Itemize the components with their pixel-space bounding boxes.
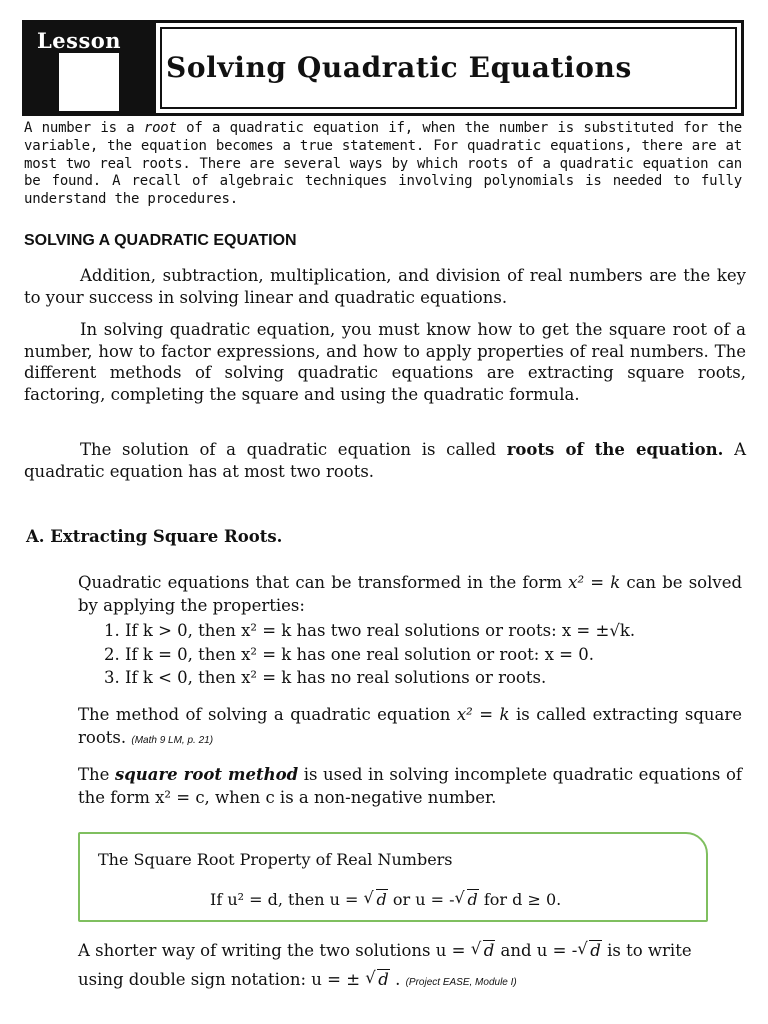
- ds-text: u = ±: [311, 970, 366, 989]
- property-1: [104, 619, 635, 643]
- ds-text: .: [389, 970, 406, 989]
- sqrt-symbol: [364, 890, 388, 909]
- sr-text: The: [78, 765, 115, 784]
- method-paragraph: [78, 704, 742, 752]
- intro-text: A number is a: [24, 120, 144, 136]
- sr-text-rest: is used in solving incomplete quadratic equations of the form x² = c, when c is a non-negative number.: [78, 765, 742, 807]
- ds-text: A shorter way of writing the two solutions: [78, 941, 436, 960]
- roots-term: roots of the equation.: [506, 440, 724, 459]
- radicand: d: [378, 970, 389, 989]
- p3-text: The solution of a quadratic equation is called: [80, 440, 507, 459]
- radicand: d: [590, 941, 601, 960]
- formula-part: or u = -: [387, 890, 455, 909]
- square-root-paragraph: [78, 764, 742, 809]
- p3-text-rest: A quadratic equation has at most two roots.: [24, 440, 746, 481]
- properties-list: [104, 619, 635, 690]
- square-root-method-term: square root method: [114, 765, 299, 784]
- property-2: [104, 643, 635, 667]
- method-eq: x² = k: [456, 705, 510, 724]
- paragraph-2-text: In solving quadratic equation, you must know how to get the square root of a number, how to factor expressions, and how to apply properties of real numbers. The different methods of solving quadratic equations are extracting square roots, factoring, completing the square and using the quadratic formula.: [24, 320, 746, 404]
- intro-paragraph: [24, 120, 742, 209]
- title-box: [153, 23, 741, 113]
- property-text: If k = 0, then x² = k has one real solution or root: x = 0.: [125, 644, 594, 664]
- ds-text: is to write using double sign notation:: [78, 941, 692, 989]
- a-intro-text-rest: can be solved by applying the properties:: [78, 573, 743, 615]
- property-box-title: The Square Root Property of Real Numbers: [98, 850, 453, 869]
- lesson-banner: [22, 20, 744, 116]
- paragraph-3: [24, 439, 746, 482]
- sqrt-symbol: [365, 965, 390, 994]
- radicand: d: [467, 890, 478, 909]
- root-term: root: [143, 120, 177, 136]
- page-title: Solving Quadratic Equations: [166, 51, 632, 84]
- lesson-label: Lesson: [37, 28, 122, 53]
- property-num: 2.: [104, 644, 120, 664]
- paragraph-2: [24, 319, 746, 405]
- method-text-rest: is called extracting square roots.: [78, 705, 743, 747]
- double-sign-paragraph: [78, 936, 742, 997]
- method-text: The method of solving a quadratic equation: [78, 705, 457, 724]
- formula-part: for d ≥ 0.: [478, 890, 562, 909]
- radicand: d: [376, 890, 387, 909]
- ds-text: u =: [435, 941, 471, 960]
- lesson-number-box: [59, 53, 119, 111]
- intro-text-rest: of a quadratic equation if, when the number is substituted for the variable, the equation becomes a true statement. For quadratic equations, there are at most two real roots. There are several ways by which roots of a quadratic equation can be found. A recall of algebraic techniques involving polynomials is needed to fully understand the procedures.: [24, 120, 742, 208]
- method-reference: (Math 9 LM, p. 21): [131, 734, 214, 746]
- sqrt-symbol: [471, 936, 496, 965]
- double-sign-reference: (Project EASE, Module I): [405, 977, 517, 988]
- section-a-heading: A. Extracting Square Roots.: [26, 527, 283, 546]
- a-intro: [78, 572, 742, 617]
- property-text: If k > 0, then x² = k has two real solutions or roots: x = ±√k.: [125, 621, 636, 640]
- property-box-formula: [210, 890, 561, 909]
- sqrt-symbol: [577, 936, 602, 965]
- paragraph-1: [24, 265, 746, 308]
- section-heading: SOLVING A QUADRATIC EQUATION: [24, 232, 297, 249]
- property-3: [104, 666, 635, 690]
- property-num: 1.: [104, 621, 120, 640]
- sqrt-symbol: [455, 890, 479, 909]
- formula-part: If u² = d, then u =: [210, 890, 364, 909]
- ds-text: and u = -: [495, 941, 578, 960]
- lesson-label-box: [25, 23, 153, 113]
- a-intro-eq: x² = k: [568, 573, 621, 592]
- property-num: 3.: [104, 668, 120, 687]
- property-box: [78, 832, 708, 922]
- property-text: If k < 0, then x² = k has no real solutions or roots.: [125, 668, 547, 687]
- a-intro-text: Quadratic equations that can be transformed in the form: [78, 573, 569, 592]
- radicand: d: [483, 941, 495, 960]
- paragraph-1-text: Addition, subtraction, multiplication, and division of real numbers are the key to your success in solving linear and quadratic equations.: [24, 266, 746, 307]
